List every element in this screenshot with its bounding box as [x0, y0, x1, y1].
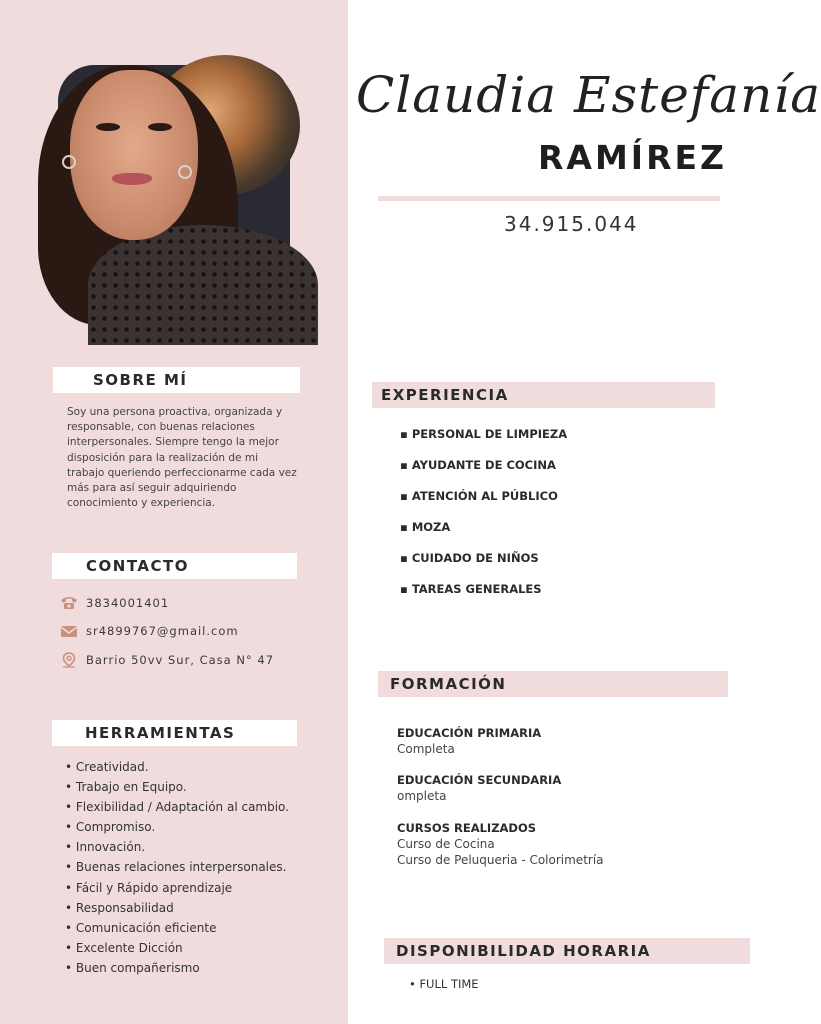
phone-icon	[60, 595, 78, 611]
profile-photo	[58, 65, 290, 292]
experience-list-item: ▪ CUIDADO DE NIÑOS	[400, 548, 567, 579]
about-section-header: SOBRE MÍ	[53, 367, 300, 393]
education-item: CURSOS REALIZADOS Curso de Cocina Curso de Peluqueria - Colorimetría	[397, 821, 604, 867]
location-pin-icon	[60, 652, 78, 668]
availability-value: • FULL TIME	[409, 977, 479, 991]
last-name: RAMÍREZ	[538, 138, 727, 177]
tools-list-item: • Buenas relaciones interpersonales.	[65, 857, 289, 877]
about-text: Soy una persona proactiva, organizada y responsable, con buenas relaciones interpersonales. Siempre tengo la mejor disposición para la realización de mi trabajo queriendo perfeccionarme cada vez más para así seguir adquiriendo conocimiento y experiencia.	[67, 406, 297, 510]
experience-list-item: ▪ PERSONAL DE LIMPIEZA	[400, 424, 567, 455]
contact-phone-row	[60, 595, 169, 611]
contact-address-row	[60, 652, 274, 668]
tools-list	[65, 757, 289, 978]
tools-section-header: HERRAMIENTAS	[52, 720, 297, 746]
tools-list-item: • Responsabilidad	[65, 898, 289, 918]
name-divider	[378, 196, 720, 201]
tools-list-item: • Excelente Dicción	[65, 938, 289, 958]
contact-phone[interactable]: 3834001401	[86, 596, 170, 610]
tools-list-item: • Fácil y Rápido aprendizaje	[65, 878, 289, 898]
mail-icon	[60, 623, 78, 639]
experience-list-item: ▪ TAREAS GENERALES	[400, 579, 567, 610]
experience-section-header: EXPERIENCIA	[372, 382, 715, 408]
availability-section-header: DISPONIBILIDAD HORARIA	[384, 938, 750, 964]
tools-list-item: • Trabajo en Equipo.	[65, 777, 289, 797]
tools-list-item: • Innovación.	[65, 837, 289, 857]
experience-list-item: ▪ AYUDANTE DE COCINA	[400, 455, 567, 486]
experience-list	[400, 424, 567, 610]
experience-list-item: ▪ ATENCIÓN AL PÚBLICO	[400, 486, 567, 517]
first-name: Claudia Estefanía	[356, 66, 821, 124]
contact-section-header: CONTACTO	[52, 553, 297, 579]
contact-email-row	[60, 623, 239, 639]
tools-list-item: • Comunicación eficiente	[65, 918, 289, 938]
tools-list-item: • Flexibilidad / Adaptación al cambio.	[65, 797, 289, 817]
tools-list-item: • Compromiso.	[65, 817, 289, 837]
id-number: 34.915.044	[504, 212, 639, 236]
education-section-header: FORMACIÓN	[378, 671, 728, 697]
education-item: EDUCACIÓN SECUNDARIA ompleta	[397, 773, 562, 803]
contact-email[interactable]: sr4899767@gmail.com	[86, 624, 239, 638]
contact-address: Barrio 50vv Sur, Casa N° 47	[86, 653, 275, 667]
experience-list-item: ▪ MOZA	[400, 517, 567, 548]
tools-list-item: • Creatividad.	[65, 757, 289, 777]
tools-list-item: • Buen compañerismo	[65, 958, 289, 978]
education-item: EDUCACIÓN PRIMARIA Completa	[397, 726, 542, 756]
